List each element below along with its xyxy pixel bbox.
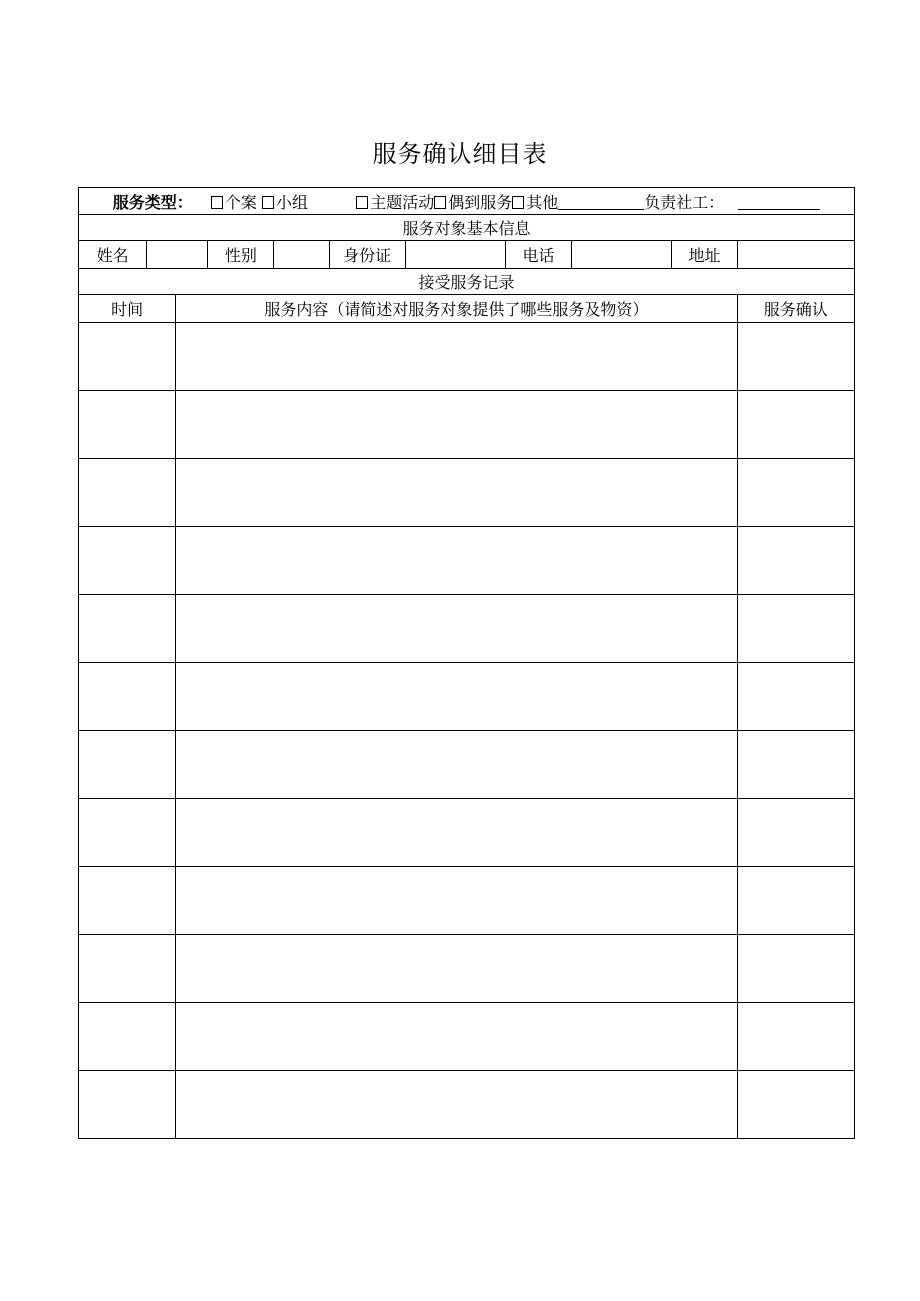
service-type-cell — [79, 188, 855, 215]
service-confirmation-table — [78, 187, 855, 1139]
record-confirm-cell[interactable] — [737, 731, 854, 799]
record-time-cell[interactable] — [79, 459, 176, 527]
checkbox-other[interactable] — [512, 196, 524, 209]
option-individual-label: 个案 — [224, 192, 257, 212]
address-label: 地址 — [672, 241, 737, 269]
record-confirm-cell[interactable] — [737, 527, 854, 595]
col-time-header: 时间 — [79, 295, 176, 323]
record-confirm-cell[interactable] — [737, 1071, 854, 1139]
record-time-cell[interactable] — [79, 731, 176, 799]
other-blank-field[interactable] — [558, 195, 644, 210]
record-row — [79, 595, 855, 663]
col-confirm-header: 服务确认 — [737, 295, 854, 323]
record-time-cell[interactable] — [79, 1003, 176, 1071]
records-section-title: 接受服务记录 — [79, 269, 855, 295]
option-theme-activity-label: 主题活动 — [370, 192, 435, 212]
record-content-cell[interactable] — [176, 663, 737, 731]
social-worker-label: 负责社工： — [644, 192, 725, 212]
record-time-cell[interactable] — [79, 527, 176, 595]
record-content-cell[interactable] — [176, 459, 737, 527]
record-content-cell[interactable] — [176, 1071, 737, 1139]
record-time-cell[interactable] — [79, 391, 176, 459]
record-time-cell[interactable] — [79, 867, 176, 935]
record-time-cell[interactable] — [79, 595, 176, 663]
record-confirm-cell[interactable] — [737, 935, 854, 1003]
record-confirm-cell[interactable] — [737, 391, 854, 459]
record-confirm-cell[interactable] — [737, 663, 854, 731]
phone-label: 电话 — [505, 241, 571, 269]
record-content-cell[interactable] — [176, 595, 737, 663]
id-field[interactable] — [405, 241, 505, 269]
record-content-cell[interactable] — [176, 391, 737, 459]
record-row — [79, 323, 855, 391]
record-row — [79, 1003, 855, 1071]
record-row — [79, 459, 855, 527]
record-time-cell[interactable] — [79, 323, 176, 391]
record-time-cell[interactable] — [79, 1071, 176, 1139]
record-time-cell[interactable] — [79, 935, 176, 1003]
col-content-header: 服务内容（请简述对服务对象提供了哪些服务及物资） — [176, 295, 737, 323]
record-time-cell[interactable] — [79, 799, 176, 867]
record-content-cell[interactable] — [176, 527, 737, 595]
record-content-cell[interactable] — [176, 731, 737, 799]
record-row — [79, 663, 855, 731]
record-confirm-cell[interactable] — [737, 459, 854, 527]
record-content-cell[interactable] — [176, 1003, 737, 1071]
checkbox-walk-in[interactable] — [434, 196, 446, 209]
record-row — [79, 731, 855, 799]
record-confirm-cell[interactable] — [737, 799, 854, 867]
checkbox-group[interactable] — [262, 196, 274, 209]
option-walk-in-label: 偶到服务 — [448, 192, 513, 212]
name-label: 姓名 — [79, 241, 147, 269]
record-confirm-cell[interactable] — [737, 1003, 854, 1071]
gender-label: 性别 — [208, 241, 274, 269]
basic-info-section-title: 服务对象基本信息 — [79, 215, 855, 241]
record-row — [79, 799, 855, 867]
name-field[interactable] — [147, 241, 208, 269]
social-worker-blank-field[interactable] — [738, 195, 820, 210]
checkbox-individual[interactable] — [211, 196, 223, 209]
basic-info-row — [79, 241, 855, 269]
records-header-row — [79, 269, 855, 295]
service-type-row — [79, 188, 855, 215]
option-other-label: 其他 — [526, 192, 559, 212]
phone-field[interactable] — [572, 241, 672, 269]
record-time-cell[interactable] — [79, 663, 176, 731]
address-field[interactable] — [737, 241, 854, 269]
basic-info-header-row — [79, 215, 855, 241]
service-type-label: 服务类型： — [112, 192, 193, 212]
checkbox-theme-activity[interactable] — [356, 196, 368, 209]
record-row — [79, 391, 855, 459]
record-confirm-cell[interactable] — [737, 595, 854, 663]
record-confirm-cell[interactable] — [737, 867, 854, 935]
record-content-cell[interactable] — [176, 867, 737, 935]
record-row — [79, 935, 855, 1003]
record-content-cell[interactable] — [176, 799, 737, 867]
record-row — [79, 527, 855, 595]
option-group-label: 小组 — [276, 192, 309, 212]
record-confirm-cell[interactable] — [737, 323, 854, 391]
page-title: 服务确认细目表 — [372, 140, 548, 168]
record-row — [79, 867, 855, 935]
record-row — [79, 1071, 855, 1139]
gender-field[interactable] — [274, 241, 329, 269]
records-column-header-row — [79, 295, 855, 323]
id-label: 身份证 — [329, 241, 405, 269]
record-content-cell[interactable] — [176, 935, 737, 1003]
record-content-cell[interactable] — [176, 323, 737, 391]
